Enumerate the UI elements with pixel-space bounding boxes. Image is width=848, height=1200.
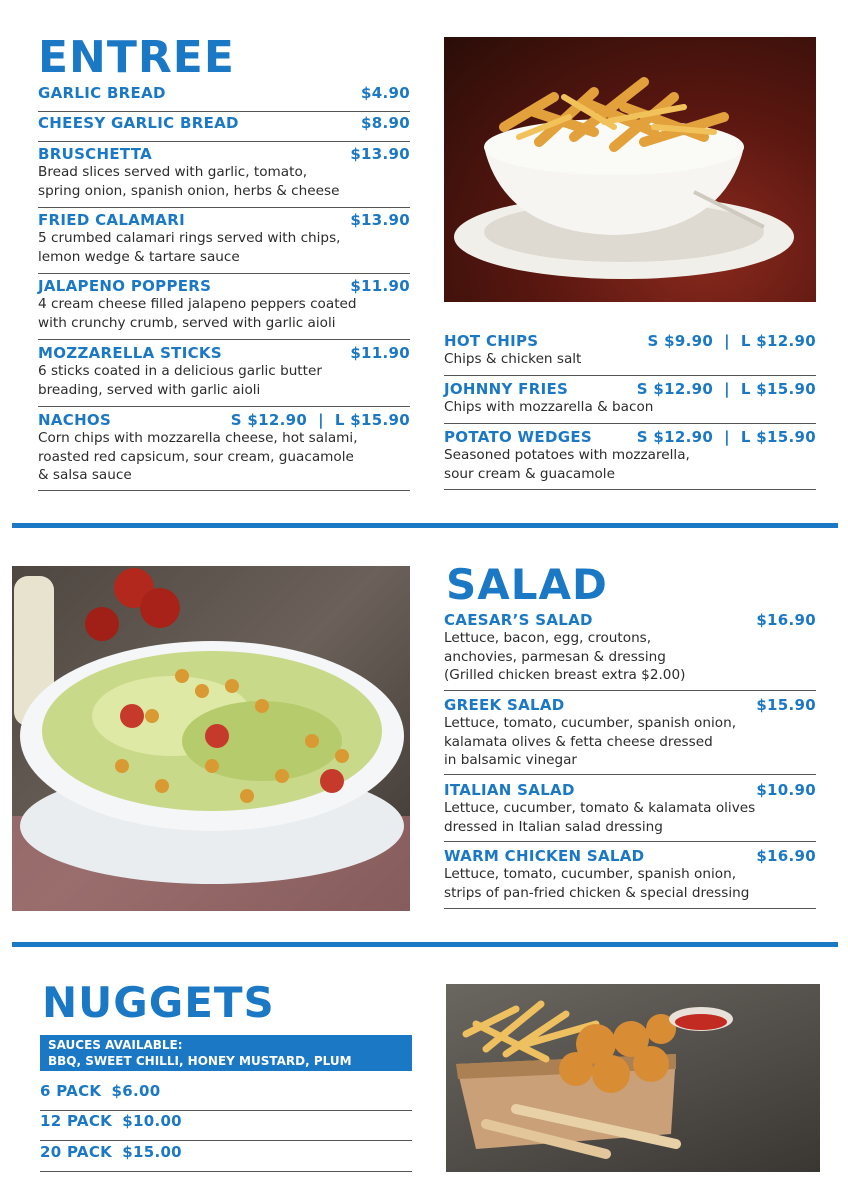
sauces-available-box [40,1035,412,1071]
item-name: HOT CHIPS [444,332,539,350]
item-price: $8.90 [361,114,410,132]
item-description: Chips with mozzarella & bacon [444,399,654,415]
nugget-pack-12 [40,1111,412,1141]
item-name: ITALIAN SALAD [444,781,575,799]
menu-item-nachos [38,411,410,491]
item-price: S $12.90 | L $15.90 [636,428,816,446]
item-description: 5 crumbed calamari rings served with chips, [38,230,341,246]
item-name: MOZZARELLA STICKS [38,344,222,362]
nugget-pack-6 [40,1081,412,1111]
item-name: CHEESY GARLIC BREAD [38,114,239,132]
caesar-salad-photo [12,566,410,911]
menu-item-italian-salad [444,781,816,842]
item-name: POTATO WEDGES [444,428,592,446]
item-price: S $9.90 | L $12.90 [647,332,816,350]
salad-bowl-illustration [12,566,410,911]
item-description: spring onion, spanish onion, herbs & cheese [38,182,340,199]
menu-item-fried-calamari [38,211,410,274]
nugget-pack-20 [40,1142,412,1172]
item-price: S $12.90 | L $15.90 [636,380,816,398]
item-name: CAESAR’S SALAD [444,611,593,629]
item-description: breading, served with garlic aioli [38,381,261,398]
pack-price: $15.00 [122,1143,182,1161]
menu-item-jalapeno-poppers [38,277,410,340]
item-description: anchovies, parmesan & dressing [444,648,666,665]
item-name: NACHOS [38,411,112,429]
chips-bowl-illustration [444,37,816,302]
item-description: Lettuce, tomato, cucumber, spanish onion, [444,715,737,731]
nuggets-photo [446,984,820,1172]
item-price: $10.90 [756,781,816,799]
item-description: dressed in Italian salad dressing [444,818,663,835]
item-price: $11.90 [350,344,410,362]
salad-title: SALAD [446,560,608,609]
section-divider [12,523,838,528]
item-price: $13.90 [350,145,410,163]
item-name: GREEK SALAD [444,696,565,714]
pack-size: 6 PACK [40,1082,102,1100]
item-name: WARM CHICKEN SALAD [444,847,645,865]
item-description: strips of pan-fried chicken & special dressing [444,884,750,901]
item-description: Bread slices served with garlic, tomato, [38,164,308,180]
item-description: 4 cream cheese filled jalapeno peppers coated [38,296,357,312]
hot-chips-photo [444,37,816,302]
pack-size: 12 PACK [40,1112,113,1130]
item-name: JOHNNY FRIES [444,380,569,398]
menu-item-greek-salad [444,696,816,775]
item-description: kalamata olives & fetta cheese dressed [444,733,713,750]
item-description: Lettuce, cucumber, tomato & kalamata olives [444,800,756,816]
item-name: BRUSCHETTA [38,145,153,163]
item-description: Lettuce, bacon, egg, croutons, [444,630,652,646]
item-price: $15.90 [756,696,816,714]
item-description: 6 sticks coated in a delicious garlic butter [38,363,322,379]
item-description: & salsa sauce [38,467,132,483]
item-description: sour cream & guacamole [444,465,615,482]
section-divider [12,942,838,947]
item-price: S $12.90 | L $15.90 [230,411,410,429]
item-price: $13.90 [350,211,410,229]
menu-item-hot-chips [444,332,816,376]
item-description: roasted red capsicum, sour cream, guacamole [38,448,354,465]
item-price: $4.90 [361,84,410,102]
entree-title: ENTREE [38,32,235,83]
item-price: $11.90 [350,277,410,295]
pack-size: 20 PACK [40,1143,113,1161]
menu-item-garlic-bread [38,84,410,112]
sauces-list: BBQ, SWEET CHILLI, HONEY MUSTARD, PLUM [48,1054,352,1068]
pack-price: $6.00 [111,1082,161,1100]
menu-item-warm-chicken-salad [444,847,816,909]
item-description: Lettuce, tomato, cucumber, spanish onion, [444,866,737,882]
menu-item-potato-wedges [444,428,816,490]
menu-item-mozzarella-sticks [38,344,410,407]
menu-item-caesars-salad [444,611,816,691]
item-description: lemon wedge & tartare sauce [38,248,240,265]
menu-item-cheesy-garlic-bread [38,114,410,142]
item-description: Seasoned potatoes with mozzarella, [444,447,690,463]
item-price: $16.90 [756,847,816,865]
nuggets-box-illustration [446,984,820,1172]
item-description: Chips & chicken salt [444,351,582,367]
pack-price: $10.00 [122,1112,182,1130]
item-description: Corn chips with mozzarella cheese, hot salami, [38,430,358,446]
item-description: with crunchy crumb, served with garlic aioli [38,314,336,331]
nuggets-title: NUGGETS [42,978,275,1027]
menu-item-johnny-fries [444,380,816,424]
item-name: GARLIC BREAD [38,84,166,102]
menu-item-bruschetta [38,145,410,208]
item-price: $16.90 [756,611,816,629]
item-name: JALAPENO POPPERS [38,277,212,295]
item-description: in balsamic vinegar [444,752,578,768]
item-description: (Grilled chicken breast extra $2.00) [444,667,686,683]
sauces-label: SAUCES AVAILABLE: [48,1038,183,1052]
item-name: FRIED CALAMARI [38,211,185,229]
